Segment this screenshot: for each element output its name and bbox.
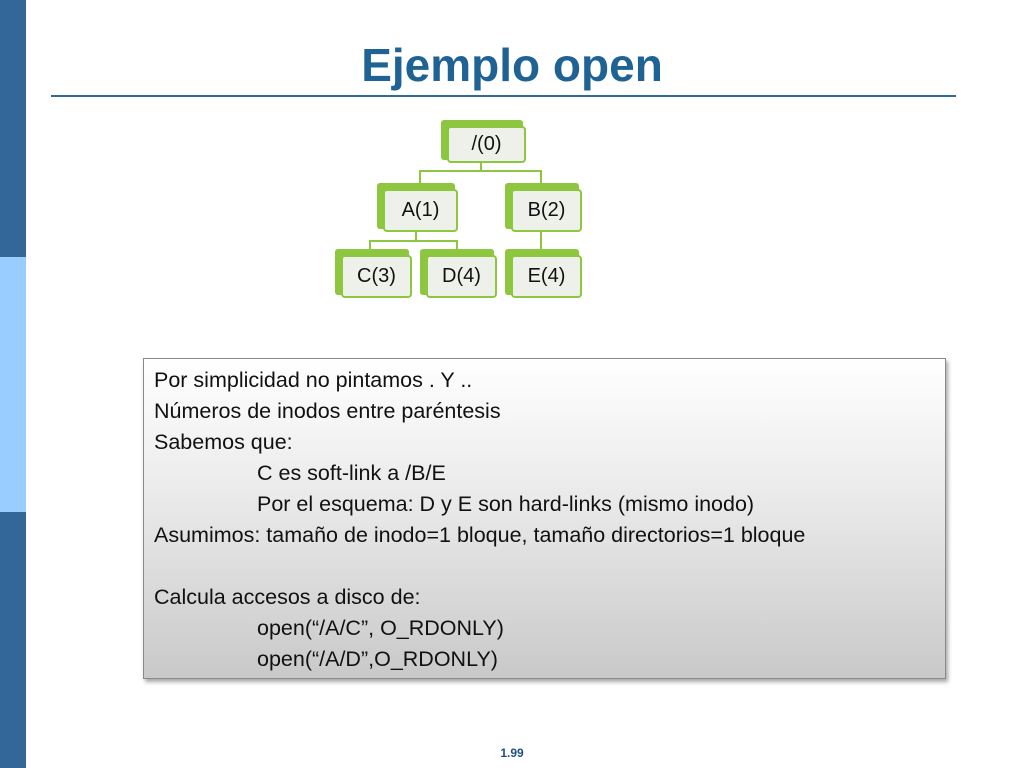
tree-node-a-label: A(1) <box>383 189 458 232</box>
side-bar-bottom <box>0 512 26 768</box>
note-line: Por simplicidad no pintamos . Y .. <box>154 368 473 392</box>
notes-box <box>143 358 946 679</box>
tree-node-e <box>505 249 579 295</box>
connector-a <box>370 232 457 250</box>
tree-node-c-label: C(3) <box>341 255 412 298</box>
connector-root <box>420 163 541 184</box>
note-spacer <box>154 551 935 582</box>
note-line: open(“/A/D”,O_RDONLY) <box>257 647 498 671</box>
directory-tree <box>0 0 1024 320</box>
slide-title: Ejemplo open <box>361 39 663 91</box>
tree-node-a <box>377 183 455 229</box>
tree-node-root-label: /(0) <box>447 126 526 163</box>
page-number: 1.99 <box>500 746 524 760</box>
tree-node-e-label: E(4) <box>511 255 582 298</box>
tree-node-d-label: D(4) <box>426 255 497 298</box>
note-line: Por el esquema: D y E son hard-links (mismo inodo) <box>257 492 755 516</box>
note-line: Asumimos: tamaño de inodo=1 bloque, tamaño directorios=1 bloque <box>154 523 806 547</box>
note-line: C es soft-link a /B/E <box>257 461 446 485</box>
tree-node-b <box>505 183 579 229</box>
tree-node-b-label: B(2) <box>511 189 582 232</box>
tree-node-root <box>441 120 523 160</box>
note-line: Calcula accesos a disco de: <box>154 585 421 609</box>
note-line: Números de inodos entre paréntesis <box>154 399 501 423</box>
note-line: open(“/A/C”, O_RDONLY) <box>257 616 504 640</box>
tree-node-c <box>335 249 409 295</box>
note-line: Sabemos que: <box>154 430 293 454</box>
tree-node-d <box>420 249 494 295</box>
